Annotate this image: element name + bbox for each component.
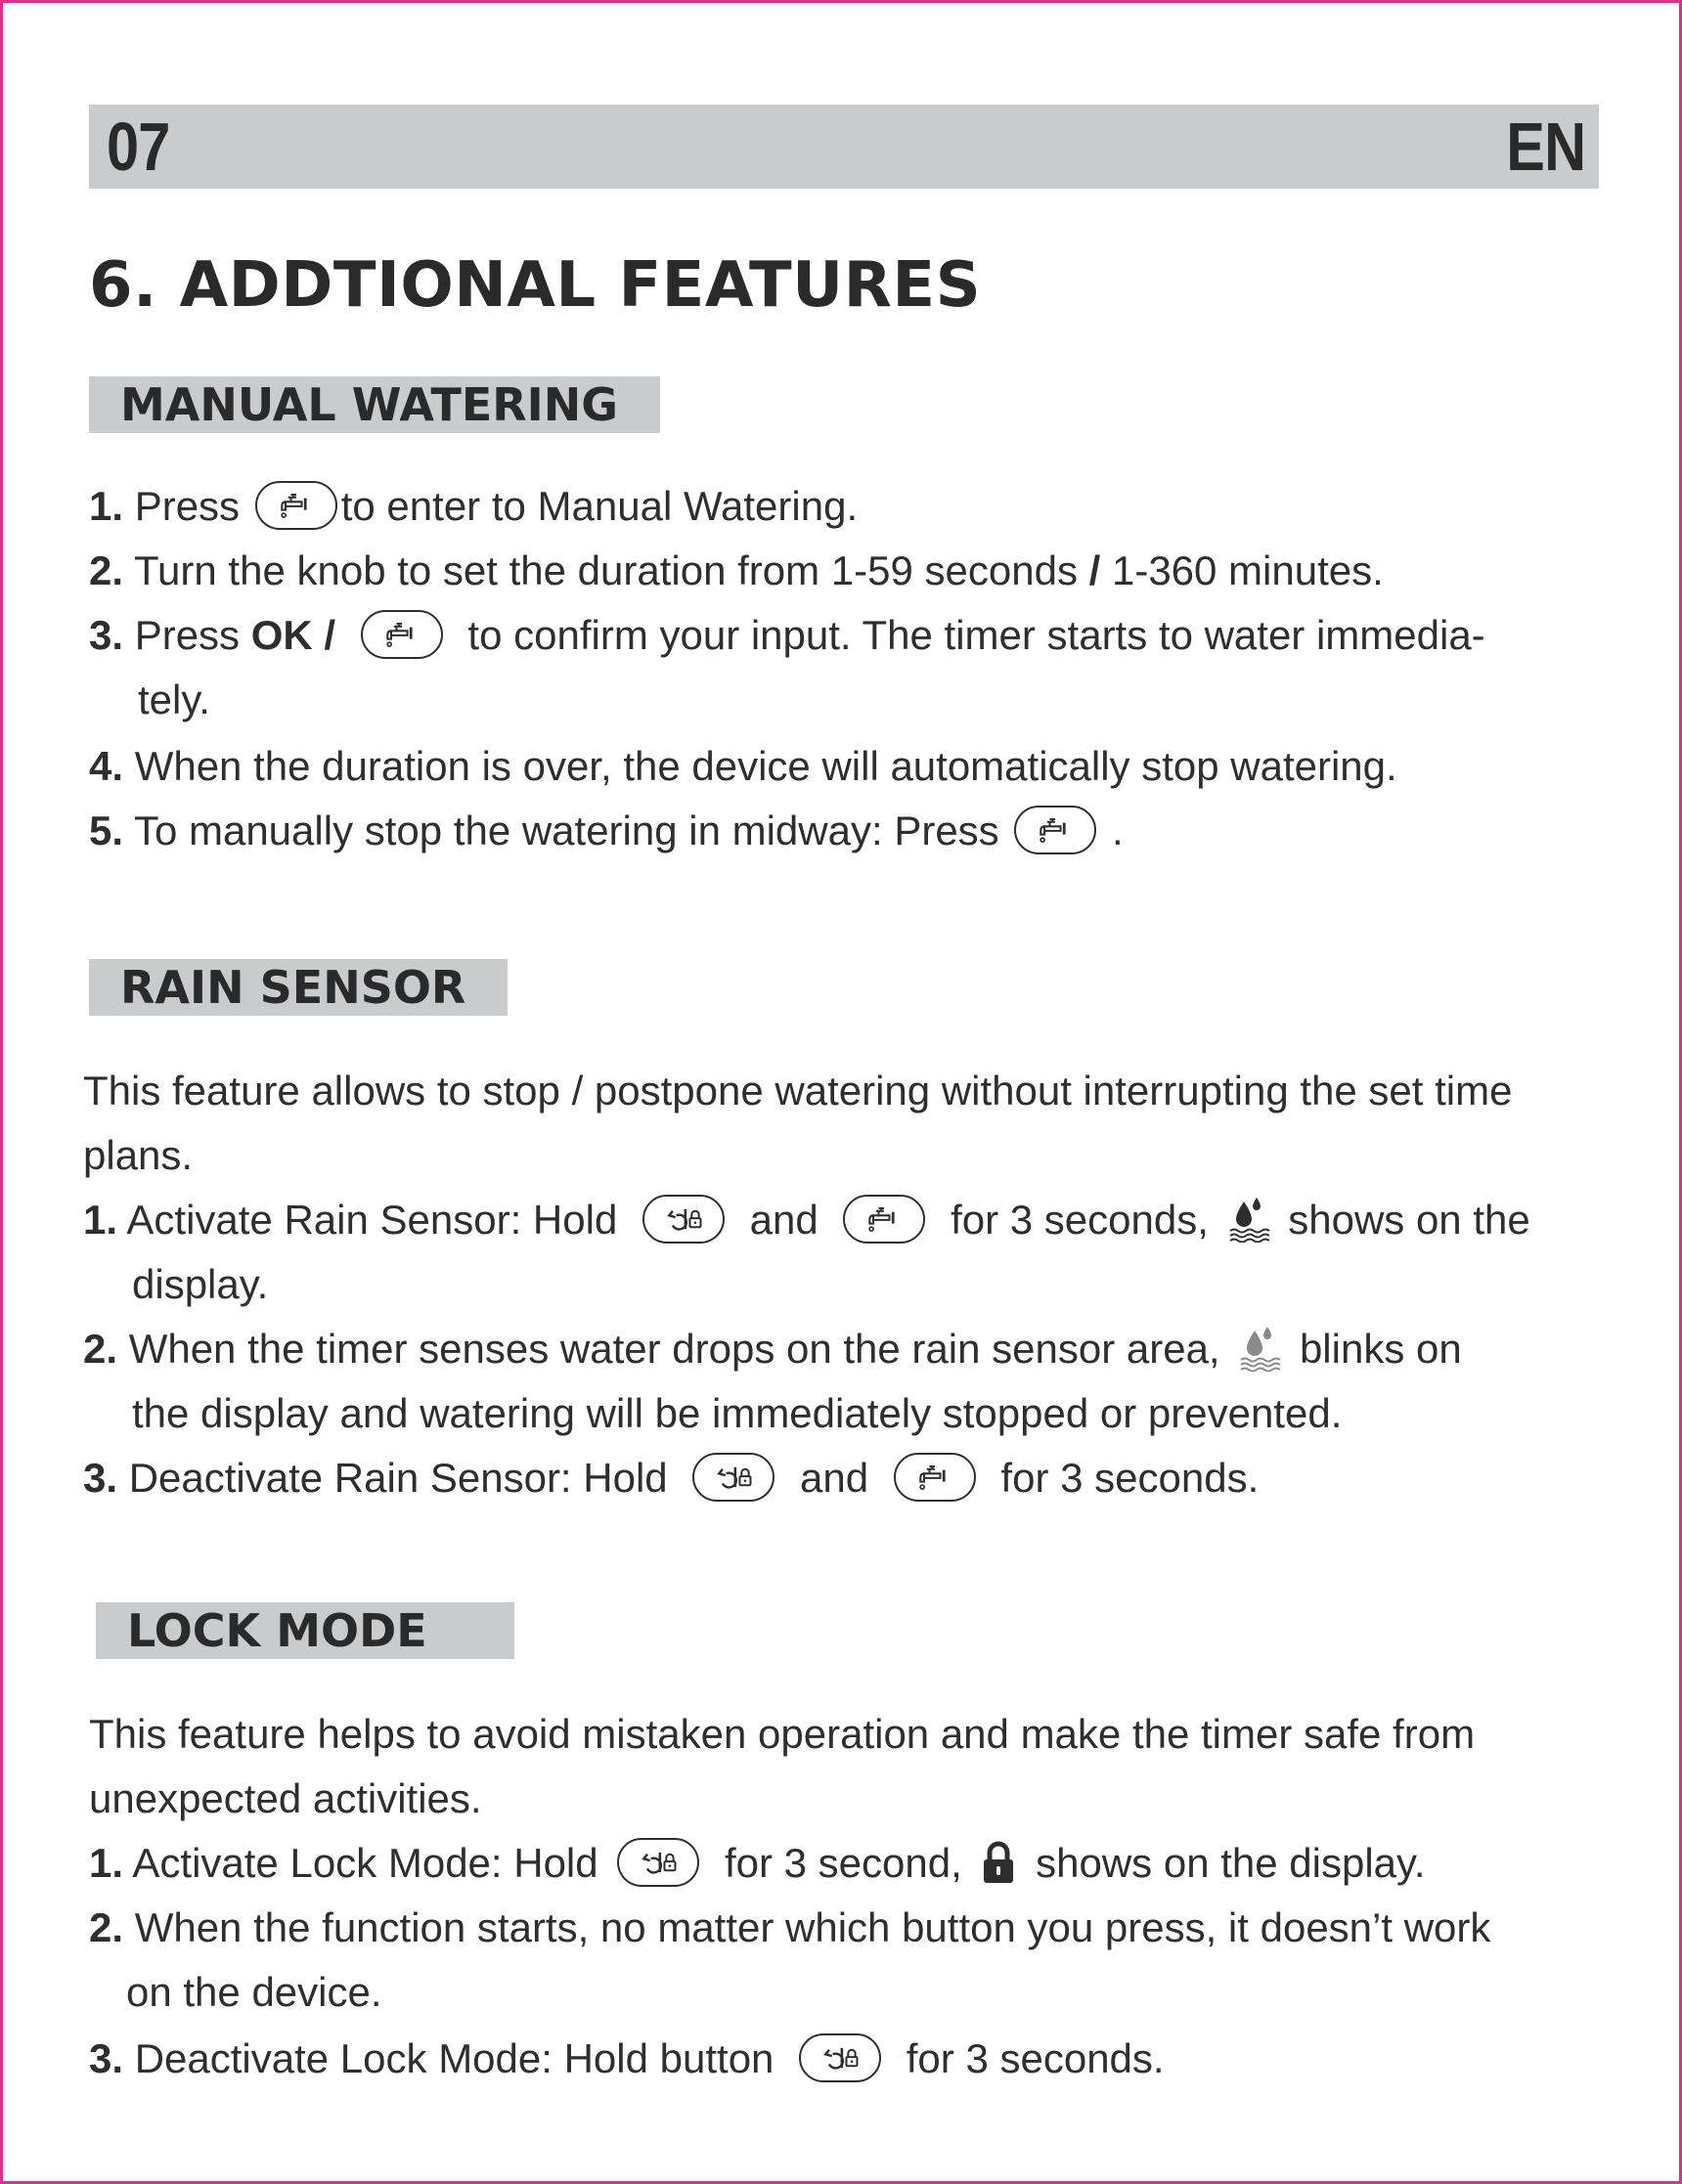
step-text: To manually stop the watering in midway: Press [133,808,999,853]
step-text: . [1112,808,1124,853]
step-text: Press [134,612,241,658]
manual-step-1 [89,482,858,534]
conjunction: and [749,1197,819,1243]
step-text: Press [134,483,241,529]
step-number: 3. [83,1455,118,1501]
step-text: blinks on [1299,1326,1462,1372]
lock-step-2-continued: on the device. [126,1969,382,2015]
section-heading-manual-watering: MANUAL WATERING [89,376,660,433]
padlock-icon [979,1840,1018,1885]
manual-step-4 [89,742,1397,791]
rain-step-1 [83,1196,1530,1247]
step-text: to enter to Manual Watering. [340,483,859,529]
page-title: 6. ADDTIONAL FEATURES [89,249,982,322]
step-text: When the function starts, no matter which button you press, it doesn’t work [134,1904,1491,1950]
lock-step-2 [89,1903,1490,1952]
page-number: 07 [107,109,170,185]
back-lock-button-icon [692,1453,775,1502]
faucet-button-icon [361,610,443,659]
manual-step-5 [89,807,1124,858]
faucet-button-icon [255,481,337,530]
step-text: for 3 seconds, [951,1197,1209,1243]
ok-label: OK / [250,612,336,658]
lock-step-3 [89,2034,1165,2086]
step-text: to confirm your input. The timer starts to water immedia- [467,612,1485,658]
step-text: When the duration is over, the device will automatically stop watering. [134,743,1397,789]
page-header-bar [89,105,1599,189]
step-text: Activate Rain Sensor: Hold [126,1197,618,1243]
separator: / [1088,547,1101,593]
back-lock-button-icon [617,1838,699,1887]
manual-step-3-continued: tely. [138,677,210,722]
step-text: for 3 seconds. [906,2035,1165,2081]
rain-step-2-continued: the display and watering will be immediately stopped or prevented. [132,1390,1343,1436]
rain-intro-line-1: This feature allows to stop / postpone watering without interrupting the set time [83,1068,1513,1114]
language-code: EN [1506,109,1585,185]
conjunction: and [800,1455,869,1501]
section-heading-lock-mode: LOCK MODE [96,1602,514,1659]
step-text: for 3 second, [724,1840,962,1886]
step-number: 1. [89,1840,124,1886]
step-number: 3. [89,612,124,658]
step-number: 1. [89,483,124,529]
manual-step-2 [89,546,1384,595]
step-text: for 3 seconds. [1000,1455,1260,1501]
step-number: 1. [83,1197,118,1243]
lock-intro-line-2: unexpected activities. [89,1775,482,1821]
step-text: When the timer senses water drops on the rain sensor area, [128,1326,1220,1372]
step-number: 2. [83,1326,118,1372]
rain-step-3 [83,1454,1259,1506]
section-heading-rain-sensor: RAIN SENSOR [89,959,508,1016]
step-text: Deactivate Rain Sensor: Hold [128,1455,668,1501]
lock-step-1 [89,1839,1426,1891]
rain-step-2 [83,1325,1462,1376]
step-text: 1-360 minutes. [1111,547,1384,593]
step-number: 2. [89,1904,124,1950]
rain-intro-line-2: plans. [83,1132,194,1178]
step-number: 3. [89,2035,124,2081]
step-number: 4. [89,743,124,789]
back-lock-button-icon [642,1195,725,1244]
lock-intro-line-1: This feature helps to avoid mistaken operation and make the timer safe from [89,1711,1476,1757]
step-text: shows on the display. [1036,1840,1426,1886]
faucet-button-icon [894,1453,976,1502]
manual-step-3 [89,611,1485,663]
rain-sensor-icon [1237,1325,1282,1372]
step-text: Activate Lock Mode: Hold [132,1840,598,1886]
faucet-button-icon [1014,806,1096,854]
rain-sensor-icon [1226,1196,1271,1243]
faucet-button-icon [843,1195,925,1244]
step-text: Turn the knob to set the duration from 1-59 seconds [133,547,1078,593]
step-number: 5. [89,808,124,853]
step-text: Deactivate Lock Mode: Hold button [134,2035,775,2081]
back-lock-button-icon [799,2033,881,2082]
step-number: 2. [89,547,124,593]
step-text: shows on the [1288,1197,1530,1243]
rain-step-1-continued: display. [132,1261,269,1307]
